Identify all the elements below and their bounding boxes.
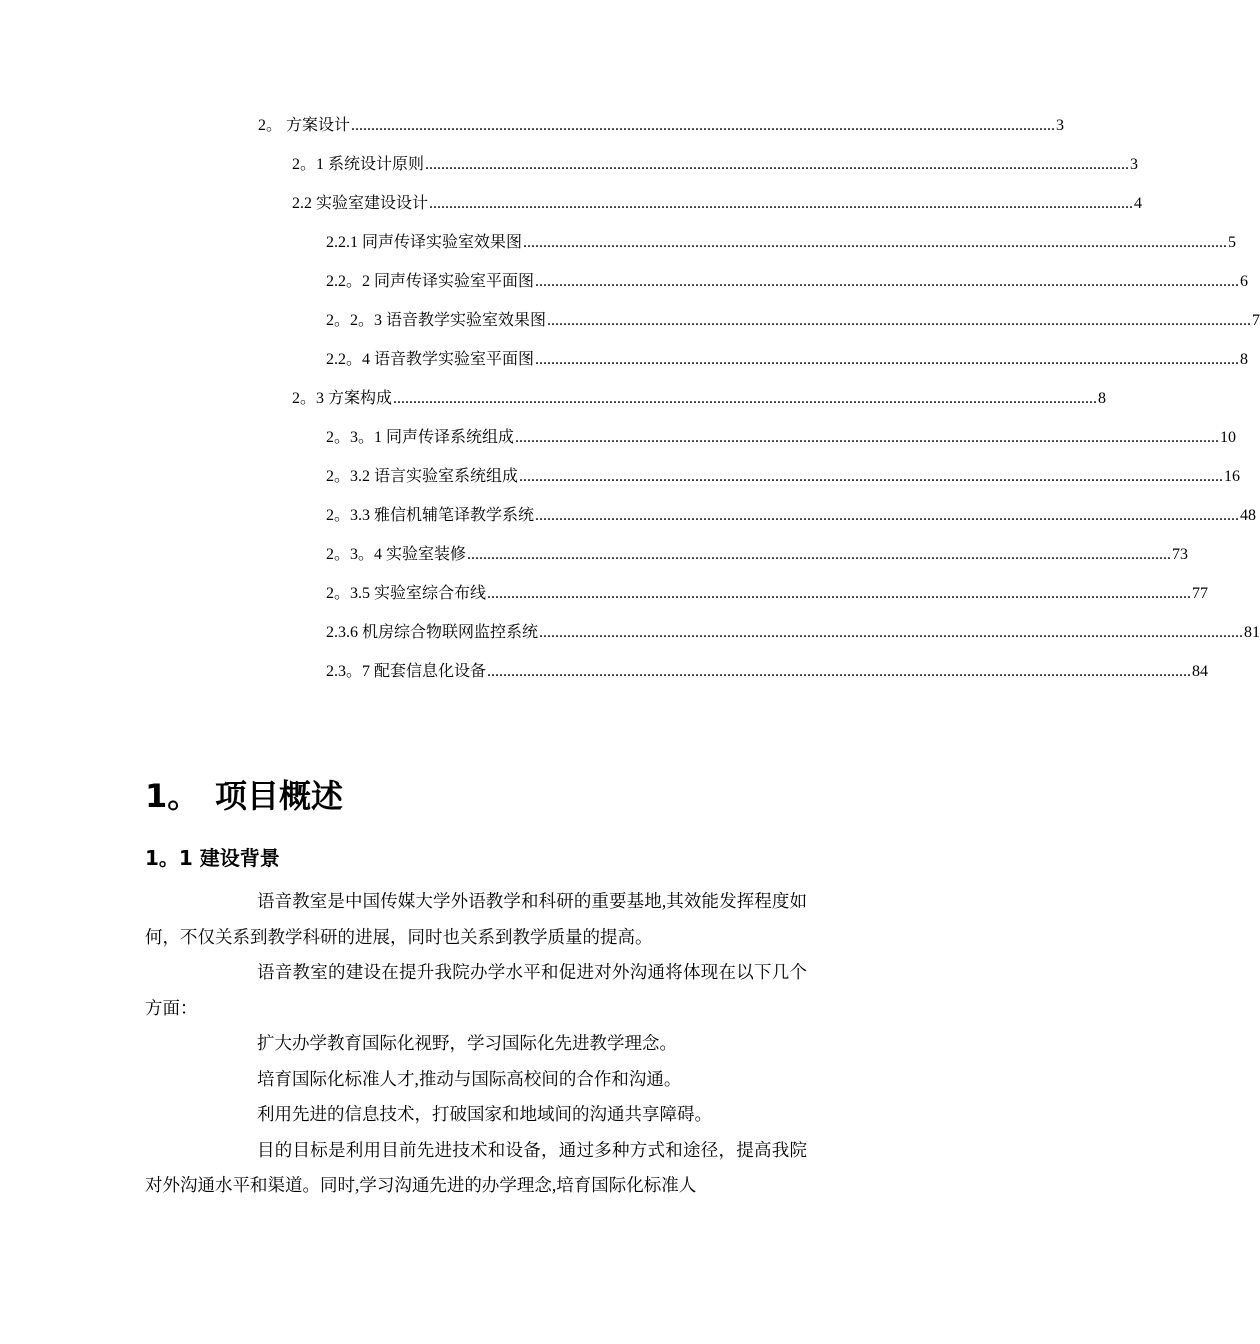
toc-entry-label: 2.3.6 机房综合物联网监控系统 [326, 624, 539, 641]
toc-entry[interactable] [326, 229, 1237, 257]
toc-entry-page: 16 [1224, 468, 1241, 485]
toc-entry-page: 3 [1056, 117, 1065, 134]
toc-entry[interactable] [326, 307, 1260, 335]
section-number: 1。 [145, 777, 200, 815]
toc-entry[interactable] [292, 385, 1107, 413]
toc-entry[interactable] [326, 346, 1249, 374]
toc-dot-leader: ................................................................................................................................................................................ [539, 624, 1244, 641]
toc-dot-leader: ................................................................................................................................................................................ [547, 312, 1252, 329]
toc-entry-page: 3 [1130, 156, 1139, 173]
toc-entry[interactable] [326, 658, 1209, 686]
paragraph: 语音教室的建设在提升我院办学水平和促进对外沟通将体现在以下几个方面： [145, 962, 807, 1018]
toc-dot-leader: ................................................................................................................................................................................ [393, 390, 1098, 407]
paragraph: 利用先进的信息技术，打破国家和地域间的沟通共享障碍。 [257, 1104, 712, 1124]
toc-dot-leader: ................................................................................................................................................................................ [515, 429, 1220, 446]
toc-entry-page: 81 [1244, 624, 1260, 641]
toc-dot-leader: ................................................................................................................................................................................ [523, 234, 1228, 251]
paragraph: 扩大办学教育国际化视野，学习国际化先进教学理念。 [257, 1033, 677, 1053]
toc-entry-page: 7 [1252, 312, 1260, 329]
toc-entry[interactable] [258, 112, 1065, 140]
paragraph: 语音教室是中国传媒大学外语教学和科研的重要基地,其效能发挥程度如何，不仅关系到教学科研的进展，同时也关系到教学质量的提高。 [145, 891, 807, 947]
toc-entry-label: 2。1 系统设计原则 [292, 156, 425, 173]
toc-entry-page: 84 [1192, 663, 1209, 680]
section-title: 项目概述 [215, 777, 344, 815]
toc-entry-label: 2。3。4 实验室装修 [326, 546, 467, 563]
toc-dot-leader: ................................................................................................................................................................................ [467, 546, 1172, 563]
toc-entry-page: 10 [1220, 429, 1237, 446]
toc-entry-page: 8 [1098, 390, 1107, 407]
toc-dot-leader: ................................................................................................................................................................................ [535, 273, 1240, 290]
toc-entry-label: 2.2。2 同声传译实验室平面图 [326, 273, 535, 290]
toc-entry[interactable] [326, 463, 1241, 491]
toc-entry[interactable] [326, 580, 1209, 608]
toc-entry[interactable] [326, 502, 1257, 530]
toc-entry-page: 73 [1172, 546, 1189, 563]
toc-entry-page: 48 [1240, 507, 1257, 524]
toc-entry-page: 8 [1240, 351, 1249, 368]
toc-entry-label: 2.2.1 同声传译实验室效果图 [326, 234, 523, 251]
toc-entry-label: 2。3.3 雅信机辅笔译教学系统 [326, 507, 535, 524]
toc-entry[interactable] [326, 541, 1189, 569]
subsection-heading: 1。1 建设背景 [145, 846, 280, 870]
paragraph: 目的目标是利用目前先进技术和设备，通过多种方式和途径，提高我院对外沟通水平和渠道。同时,学习沟通先进的办学理念,培育国际化标准人 [145, 1139, 807, 1195]
toc-dot-leader: ................................................................................................................................................................................ [519, 468, 1224, 485]
toc-entry-label: 2。3 方案构成 [292, 390, 393, 407]
toc-entry-label: 2.2。4 语音教学实验室平面图 [326, 351, 535, 368]
toc-dot-leader: ................................................................................................................................................................................ [425, 156, 1130, 173]
toc-dot-leader: ................................................................................................................................................................................ [535, 507, 1240, 524]
toc-entry-label: 2.2 实验室建设设计 [292, 195, 429, 212]
body-text [145, 884, 807, 1204]
toc-entry[interactable] [326, 268, 1249, 296]
toc-dot-leader: ................................................................................................................................................................................ [351, 117, 1056, 134]
toc-entry-label: 2.3。7 配套信息化设备 [326, 663, 487, 680]
toc-entry[interactable] [326, 619, 1260, 647]
toc-entry-label: 2。3。1 同声传译系统组成 [326, 429, 515, 446]
section-heading-1 [145, 772, 343, 820]
toc-dot-leader: ................................................................................................................................................................................ [429, 195, 1134, 212]
toc-entry[interactable] [292, 151, 1139, 179]
toc-entry-page: 5 [1228, 234, 1237, 251]
toc-dot-leader: ................................................................................................................................................................................ [487, 663, 1192, 680]
toc-dot-leader: ................................................................................................................................................................................ [535, 351, 1240, 368]
toc-entry-page: 77 [1192, 585, 1209, 602]
toc-entry[interactable] [292, 190, 1143, 218]
toc-entry[interactable] [326, 424, 1237, 452]
toc-entry-label: 2。3.5 实验室综合布线 [326, 585, 487, 602]
toc-entry-label: 2。2。3 语音教学实验室效果图 [326, 312, 547, 329]
toc-entry-label: 2。 方案设计 [258, 117, 351, 134]
paragraph: 培育国际化标准人才,推动与国际高校间的合作和沟通。 [257, 1068, 682, 1089]
toc-entry-page: 4 [1134, 195, 1143, 212]
toc-dot-leader: ................................................................................................................................................................................ [487, 585, 1192, 602]
toc-entry-page: 6 [1240, 273, 1249, 290]
toc-entry-label: 2。3.2 语言实验室系统组成 [326, 468, 519, 485]
